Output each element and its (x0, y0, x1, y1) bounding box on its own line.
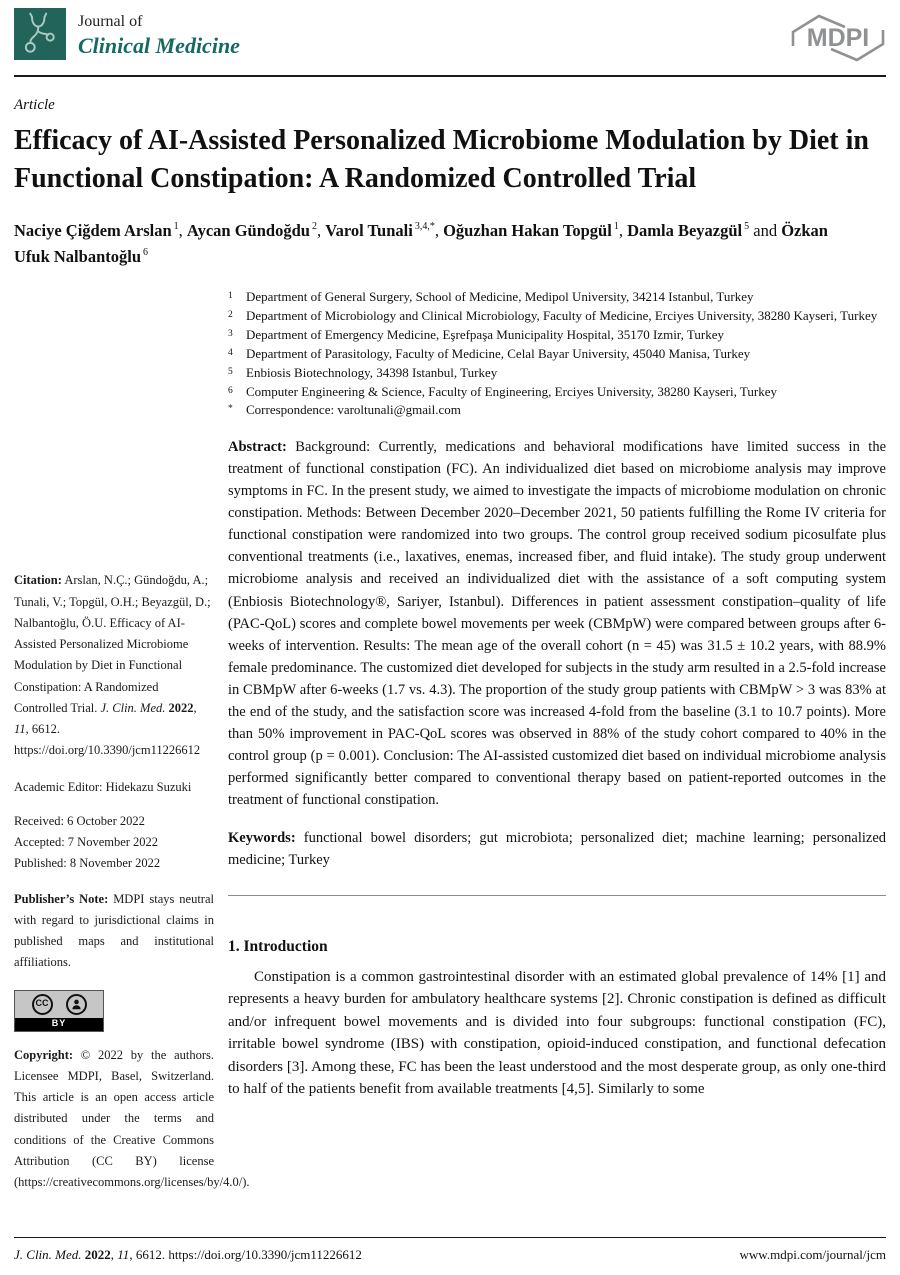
affiliation-text: Department of Microbiology and Clinical Microbiology, Faculty of Medicine, Erciyes University, 38280 Kayseri, Turkey (246, 308, 878, 324)
journal-title: Clinical Medicine (78, 33, 240, 58)
affiliation-row (228, 288, 886, 307)
affiliation-marker: 3 (228, 329, 233, 340)
affiliation-text: Computer Engineering & Science, Faculty of Engineering, Erciyes University, 38280 Kayseri, Turkey (246, 383, 777, 399)
copyright-text: © 2022 by the authors. Licensee MDPI, Basel, Switzerland. This article is an open access article distributed under the terms and conditions of the Creative Commons Attribution (CC BY) license (https://creativecommons.org/licenses/by/4.0/). (14, 1047, 250, 1190)
accepted-date: Accepted: 7 November 2022 (14, 835, 159, 850)
author-affil-sup: 2 (311, 221, 317, 233)
author-name: Özkan Ufuk Nalbantoğlu (14, 220, 828, 266)
page-header (14, 0, 886, 69)
citation-journal: J. Clin. Med. (100, 700, 166, 715)
cc-by-badge[interactable] (14, 990, 104, 1032)
affiliation-row (228, 326, 886, 345)
affiliation-text[interactable]: Correspondence: varoltunali@gmail.com (246, 402, 461, 418)
abstract-text: Background: Currently, medications and behavioral modifications have limited success in the treatment of functional constipation (FC). An individualized diet based on microbiome analysis may improve symptoms in FC. In the present study, we aimed to investigate the impacts of microbiome modulation on chronic constipation. Methods: Between December 2020–December 2021, 50 patients fulfilling the Rome IV criteria for functional constipation were randomized into two groups. The control group received sodium picosulfate plus conventional treatments (i.e., laxatives, enemas, increased fiber, and fluid intake). The study group underwent microbiome analysis and received an individualized diet with the assistance of a soft computing system (Enbiosis Biotechnology®, Sariyer, Istanbul). Differences in patient assessment constipation–quality of life (PAC-QoL) scores and complete bowel movements per week (CBMpW) were compared between groups after 6-weeks of intervention. Results: The mean age of the overall cohort (n = 45) was 31.5 ± 10.2 years, with 88.9% female predominance. The customized diet developed for subjects in the study arm resulted in a 2.5-fold increase in CBMpW after 6-weeks (1.7 vs. 4.3). The proportion of the study group patients with CBMpW > 3 was 83% at the end of the study, and the satisfaction score was increased 4-fold from the baseline (3.1 to 10.7 points). More than 50% improvement in PAC-QoL scores was observed in 88% of the study cohort compared to 40% in the control group (p = 0.001). Conclusion: The AI-assisted customized diet based on individual microbiome analysis performed significantly better compared to conventional therapy based on patient-reported outcomes in the treatment of functional constipation. (228, 439, 887, 808)
citation-sep: , (193, 700, 197, 715)
journal-logo (14, 8, 66, 60)
academic-editor: Academic Editor: Hidekazu Suzuki (14, 779, 192, 794)
publishers-note-text: MDPI stays neutral with regard to jurisdictional claims in published maps and institutional affiliations. (14, 891, 214, 970)
footer-doi-link[interactable]: , 6612. https://doi.org/10.3390/jcm11226612 (129, 1247, 362, 1262)
copyright-label: Copyright: (14, 1047, 74, 1062)
affiliation-text: Enbiosis Biotechnology, 34398 Istanbul, Turkey (246, 364, 498, 380)
affiliation-row (228, 383, 886, 402)
affiliation-row (228, 401, 886, 420)
header-rule (14, 75, 886, 77)
author-name: Oğuzhan Hakan Topgül (443, 220, 612, 240)
mdpi-wordmark: MDPI (806, 24, 870, 52)
keywords-label: Keywords: (228, 829, 296, 846)
person-icon (66, 994, 87, 1015)
author-name: Damla Beyazgül (627, 220, 743, 240)
journal-name (78, 8, 240, 60)
keywords-text: functional bowel disorders; gut microbiota; personalized diet; machine learning; personalized medicine; Turkey (228, 829, 886, 868)
publishers-note (14, 889, 214, 974)
author-name: Naciye Çiğdem Arslan (14, 220, 172, 240)
citation-year: 2022 (168, 700, 194, 715)
author-affil-sup: 5 (744, 221, 750, 233)
citation-block (14, 570, 214, 761)
author-affil-sup: 1 (613, 221, 619, 233)
left-sidebar (14, 284, 250, 1193)
abstract (228, 436, 886, 811)
content-columns (14, 284, 886, 1193)
affiliation-marker: 2 (228, 310, 233, 321)
affiliation-marker: 1 (228, 291, 233, 302)
intro-paragraph: Constipation is a common gastrointestinal disorder with an estimated global prevalence of 14% [1] and represents a heavy burden for ambulatory healthcare systems [2]. Chronic constipation is defined as difficult and/or infrequent bowel movements and is divided into four subgroups: functional constipation (FC), irritable bowel syndrome (IBS) with constipation, opioid-induced constipation, and functional defecation disorders [3]. Among these, FC has been the least understood and the most desperate group, as only one-third to half of the patients benefit from available treatments [4,5]. Similarly to some (228, 968, 886, 1098)
footer-rule (14, 1237, 886, 1238)
affiliation-marker: * (228, 404, 233, 415)
citation-text: Arslan, N.Ç.; Gündoğdu, A.; Tunali, V.; Topgül, O.H.; Beyazgül, D.; Nalbantoğlu, Ö.U. Efficacy of AI-Assisted Personalized Microbiome Modulation by Diet in Functional Constipation: A Randomized Controlled Trial. (14, 573, 211, 715)
author-affil-sup: 6 (143, 247, 148, 259)
received-date: Received: 6 October 2022 (14, 813, 145, 828)
mdpi-logo (790, 12, 886, 69)
intro-heading: 1. Introduction (228, 937, 328, 955)
affiliation-marker: 5 (228, 366, 233, 377)
footer-sep: , (110, 1247, 118, 1262)
author-name: Varol Tunali (325, 220, 413, 240)
affiliation-text: Department of Emergency Medicine, Eşrefpaşa Municipality Hospital, 35170 Izmir, Turkey (246, 327, 724, 343)
affiliation-row (228, 364, 886, 383)
cc-by-label: BY (15, 1018, 103, 1031)
footer-year: 2022 (84, 1247, 111, 1262)
main-column (228, 284, 886, 1193)
footer-journal: J. Clin. Med. (14, 1247, 85, 1262)
page-title: Efficacy of AI-Assisted Personalized Microbiome Modulation by Diet in Functional Constipation: A Randomized Controlled Trial (14, 125, 869, 194)
affiliation-row (228, 307, 886, 326)
stethoscope-icon (17, 11, 63, 57)
history-dates (14, 811, 214, 875)
section-divider (228, 895, 886, 896)
author-name: Aycan Gündoğdu (186, 220, 310, 240)
affiliation-marker: 4 (228, 347, 233, 358)
cc-icon: CC (32, 994, 53, 1015)
journal-prefix: Journal of (78, 13, 143, 30)
publishers-note-label: Publisher’s Note: (14, 891, 109, 906)
cc-badge-icons (15, 991, 103, 1018)
keywords (228, 827, 886, 871)
authors-line: Naciye Çiğdem Arslan $^1$, Aycan Gündoğdu $^2$, Varol Tunali $^{3,4,*}$, Oğuzhan Hakan Topgül $^1$, Damla Beyazgül $^5$ and Özkan Ufuk Nalbantoğlu $^6$ (14, 220, 828, 266)
article-type-label: Article (14, 97, 55, 113)
author-affil-sup: 1 (173, 221, 179, 233)
published-date: Published: 8 November 2022 (14, 856, 161, 871)
abstract-label: Abstract: (228, 439, 287, 456)
affiliations-list (228, 288, 886, 420)
copyright-block (14, 1045, 250, 1194)
author-affil-sup: 3,4,* (414, 221, 435, 233)
affiliation-text: Department of Parasitology, Faculty of Medicine, Celal Bayar University, 45040 Manisa, Turkey (246, 345, 751, 361)
footer-volume: 11 (117, 1247, 130, 1262)
footer-site-link[interactable]: www.mdpi.com/journal/jcm (739, 1247, 886, 1262)
affiliation-marker: 6 (228, 385, 233, 396)
citation-pages: , 6612. (25, 722, 60, 737)
affiliation-row (228, 345, 886, 364)
citation-label: Citation: (14, 573, 62, 588)
page-footer (14, 1237, 886, 1263)
citation-doi-link[interactable]: https://doi.org/10.3390/jcm11226612 (14, 743, 201, 758)
footer-citation (14, 1247, 362, 1263)
citation-volume: 11 (14, 722, 26, 737)
journal-brand (14, 8, 240, 60)
affiliation-text: Department of General Surgery, School of Medicine, Medipol University, 34214 Istanbul, Turkey (246, 289, 754, 305)
